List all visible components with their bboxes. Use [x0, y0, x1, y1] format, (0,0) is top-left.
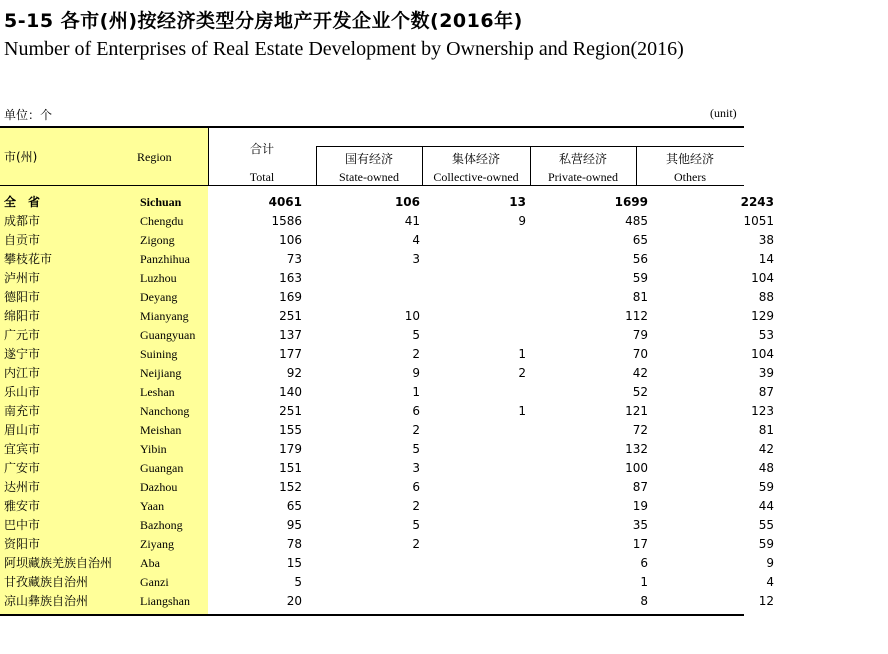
private-owned-cell: 6 — [640, 556, 648, 570]
private-owned-cell: 81 — [632, 290, 648, 304]
others-cell: 12 — [758, 594, 774, 608]
unit-label-cn: 单位：个 — [4, 108, 53, 122]
private-owned-cell: 52 — [632, 385, 648, 399]
table-row — [0, 478, 794, 497]
table-row — [0, 231, 794, 250]
region-name-en: Bazhong — [140, 518, 183, 532]
total-cell: 20 — [286, 594, 302, 608]
total-cell: 137 — [279, 328, 302, 342]
region-name-cn: 甘孜藏族自治州 — [4, 575, 89, 589]
state-owned-cell: 1 — [412, 385, 420, 399]
region-name-cn: 巴中市 — [4, 518, 41, 532]
state-owned-cell — [314, 288, 438, 307]
table-row — [0, 440, 794, 459]
region-name-en: Sichuan — [140, 195, 182, 209]
others-cell: 123 — [751, 404, 774, 418]
region-name-cn: 遂宁市 — [4, 347, 41, 361]
collective-owned-cell: 9 — [518, 214, 526, 228]
region-name-cn: 全 省 — [4, 195, 41, 209]
others-cell: 48 — [758, 461, 774, 475]
header-region-cn: 市(州) — [4, 150, 38, 164]
total-cell: 1586 — [271, 214, 302, 228]
collective-owned-cell — [438, 250, 528, 269]
region-name-cn: 宜宾市 — [4, 442, 41, 456]
header-collective-cn: 集体经济 — [451, 152, 500, 166]
private-owned-cell: 59 — [632, 271, 648, 285]
total-cell: 95 — [286, 518, 302, 532]
collective-owned-cell — [438, 421, 528, 440]
table-title-cn: 5-15 各市(州)按经济类型分房地产开发企业个数(2016年) — [4, 10, 523, 32]
collective-owned-cell — [438, 592, 528, 611]
header-region-en: Region — [137, 150, 172, 164]
private-owned-cell: 112 — [625, 309, 648, 323]
state-owned-cell: 41 — [404, 214, 420, 228]
table-row — [0, 212, 794, 231]
table-row — [0, 592, 794, 611]
collective-owned-cell — [438, 535, 528, 554]
state-owned-cell: 4 — [412, 233, 420, 247]
region-name-en: Nanchong — [140, 404, 190, 418]
collective-owned-cell — [438, 307, 528, 326]
region-name-cn: 成都市 — [4, 214, 41, 228]
region-name-cn: 阿坝藏族羌族自治州 — [4, 556, 113, 570]
region-name-cn: 眉山市 — [4, 423, 41, 437]
others-cell: 104 — [751, 347, 774, 361]
region-name-cn: 绵阳市 — [4, 309, 41, 323]
collective-owned-cell — [438, 554, 528, 573]
total-cell: 106 — [279, 233, 302, 247]
header-others-en: Others — [674, 170, 706, 184]
header-state-cn: 国有经济 — [344, 152, 393, 166]
private-owned-cell: 65 — [632, 233, 648, 247]
others-cell: 55 — [758, 518, 774, 532]
total-cell: 169 — [279, 290, 302, 304]
table-row — [0, 497, 794, 516]
state-owned-cell — [314, 269, 438, 288]
region-name-cn: 达州市 — [4, 480, 41, 494]
private-owned-cell: 42 — [632, 366, 648, 380]
total-cell: 179 — [279, 442, 302, 456]
private-owned-cell: 79 — [632, 328, 648, 342]
region-name-en: Guangyuan — [140, 328, 196, 342]
collective-owned-cell — [438, 383, 528, 402]
region-name-en: Yibin — [140, 442, 167, 456]
total-cell: 65 — [286, 499, 302, 513]
others-cell: 104 — [751, 271, 774, 285]
unit-label-en: (unit) — [710, 106, 737, 120]
region-name-cn: 内江市 — [4, 366, 41, 380]
region-name-cn: 南充市 — [4, 404, 41, 418]
header-bottom-rule — [0, 185, 744, 186]
region-name-en: Chengdu — [140, 214, 184, 228]
collective-owned-cell — [438, 440, 528, 459]
total-cell: 155 — [279, 423, 302, 437]
region-name-en: Leshan — [140, 385, 175, 399]
region-name-cn: 广安市 — [4, 461, 41, 475]
table-row — [0, 421, 794, 440]
total-cell: 152 — [279, 480, 302, 494]
collective-owned-cell — [438, 288, 528, 307]
private-owned-cell: 121 — [625, 404, 648, 418]
collective-owned-cell — [438, 269, 528, 288]
others-cell: 59 — [758, 537, 774, 551]
collective-owned-cell — [438, 478, 528, 497]
others-cell: 9 — [766, 556, 774, 570]
header-total-cn: 合计 — [249, 142, 274, 156]
region-name-en: Aba — [140, 556, 160, 570]
table-row — [0, 307, 794, 326]
region-name-en: Guangan — [140, 461, 184, 475]
private-owned-cell: 485 — [625, 214, 648, 228]
header-private-en: Private-owned — [548, 170, 618, 184]
total-cell: 4061 — [268, 195, 302, 209]
table-top-rule — [0, 126, 744, 128]
table-row — [0, 288, 794, 307]
table-row — [0, 345, 794, 364]
others-cell: 59 — [758, 480, 774, 494]
private-owned-cell: 8 — [640, 594, 648, 608]
private-owned-cell: 17 — [632, 537, 648, 551]
total-cell: 251 — [279, 404, 302, 418]
private-owned-cell: 100 — [625, 461, 648, 475]
table-row — [0, 554, 794, 573]
total-cell: 151 — [279, 461, 302, 475]
state-owned-cell: 2 — [412, 499, 420, 513]
others-cell: 38 — [758, 233, 774, 247]
header-collective-en: Collective-owned — [433, 170, 519, 184]
state-owned-cell: 106 — [394, 195, 420, 209]
state-owned-cell: 2 — [412, 423, 420, 437]
collective-owned-cell — [438, 497, 528, 516]
region-name-cn: 雅安市 — [4, 499, 41, 513]
others-cell: 44 — [758, 499, 774, 513]
others-cell: 14 — [758, 252, 774, 266]
state-owned-cell: 3 — [412, 461, 420, 475]
region-name-en: Luzhou — [140, 271, 177, 285]
region-name-en: Suining — [140, 347, 178, 361]
collective-owned-cell — [438, 231, 528, 250]
region-name-cn: 德阳市 — [4, 290, 41, 304]
state-owned-cell: 5 — [412, 518, 420, 532]
private-owned-cell: 87 — [632, 480, 648, 494]
table-row — [0, 364, 794, 383]
others-cell: 81 — [758, 423, 774, 437]
header-total-en: Total — [249, 170, 275, 184]
state-owned-cell: 2 — [412, 347, 420, 361]
state-owned-cell: 6 — [412, 404, 420, 418]
state-owned-cell: 5 — [412, 328, 420, 342]
table-row — [0, 573, 794, 592]
collective-owned-cell: 1 — [518, 404, 526, 418]
state-owned-cell — [314, 554, 438, 573]
region-name-en: Panzhihua — [140, 252, 190, 266]
collective-owned-cell — [438, 516, 528, 535]
private-owned-cell: 35 — [632, 518, 648, 532]
table-row — [0, 535, 794, 554]
private-owned-cell: 132 — [625, 442, 648, 456]
table-row — [0, 402, 794, 421]
others-cell: 4 — [766, 575, 774, 589]
region-name-en: Liangshan — [140, 594, 190, 608]
header-private-cn: 私营经济 — [558, 152, 607, 166]
table-title-en: Number of Enterprises of Real Estate Development by Ownership and Region(2016) — [4, 38, 684, 60]
table-row-total — [0, 193, 794, 212]
region-name-en: Yaan — [140, 499, 165, 513]
state-owned-cell — [314, 573, 438, 592]
total-cell: 163 — [279, 271, 302, 285]
data-table — [0, 193, 794, 611]
private-owned-cell: 56 — [632, 252, 648, 266]
state-owned-cell: 9 — [412, 366, 420, 380]
table-row — [0, 459, 794, 478]
total-cell: 73 — [286, 252, 302, 266]
region-name-en: Meishan — [140, 423, 182, 437]
state-owned-cell: 3 — [412, 252, 420, 266]
region-name-en: Mianyang — [140, 309, 189, 323]
region-name-en: Zigong — [140, 233, 175, 247]
header-state-en: State-owned — [339, 170, 399, 184]
table-row — [0, 383, 794, 402]
total-cell: 251 — [279, 309, 302, 323]
table-row — [0, 326, 794, 345]
total-cell: 92 — [286, 366, 302, 380]
collective-owned-cell — [438, 573, 528, 592]
region-name-cn: 攀枝花市 — [4, 252, 53, 266]
state-owned-cell: 2 — [412, 537, 420, 551]
total-cell: 78 — [286, 537, 302, 551]
others-cell: 129 — [751, 309, 774, 323]
region-name-en: Ganzi — [140, 575, 169, 589]
others-cell: 87 — [758, 385, 774, 399]
table-row — [0, 250, 794, 269]
region-name-en: Deyang — [140, 290, 178, 304]
total-cell: 15 — [286, 556, 302, 570]
region-name-en: Dazhou — [140, 480, 178, 494]
private-owned-cell: 1 — [640, 575, 648, 589]
region-name-cn: 乐山市 — [4, 385, 41, 399]
others-cell: 53 — [758, 328, 774, 342]
region-name-cn: 广元市 — [4, 328, 41, 342]
collective-owned-cell: 13 — [509, 195, 526, 209]
others-cell: 39 — [758, 366, 774, 380]
private-owned-cell: 72 — [632, 423, 648, 437]
others-cell: 2243 — [740, 195, 774, 209]
collective-owned-cell — [438, 326, 528, 345]
table-row — [0, 269, 794, 288]
total-cell: 177 — [279, 347, 302, 361]
total-cell: 5 — [294, 575, 302, 589]
state-owned-cell: 5 — [412, 442, 420, 456]
region-name-cn: 凉山彝族自治州 — [4, 594, 89, 608]
total-cell: 140 — [279, 385, 302, 399]
collective-owned-cell — [438, 459, 528, 478]
others-cell: 42 — [758, 442, 774, 456]
others-cell: 88 — [758, 290, 774, 304]
region-name-cn: 自贡市 — [4, 233, 41, 247]
private-owned-cell: 70 — [632, 347, 648, 361]
state-owned-cell — [314, 592, 438, 611]
collective-owned-cell: 1 — [518, 347, 526, 361]
others-cell: 1051 — [743, 214, 774, 228]
private-owned-cell: 19 — [632, 499, 648, 513]
region-name-en: Neijiang — [140, 366, 182, 380]
region-name-cn: 资阳市 — [4, 537, 41, 551]
collective-owned-cell: 2 — [518, 366, 526, 380]
table-bottom-rule — [0, 614, 744, 616]
state-owned-cell: 10 — [404, 309, 420, 323]
table-row — [0, 516, 794, 535]
header-others-cn: 其他经济 — [665, 152, 714, 166]
private-owned-cell: 1699 — [614, 195, 648, 209]
region-name-cn: 泸州市 — [4, 271, 41, 285]
state-owned-cell: 6 — [412, 480, 420, 494]
region-name-en: Ziyang — [140, 537, 174, 551]
